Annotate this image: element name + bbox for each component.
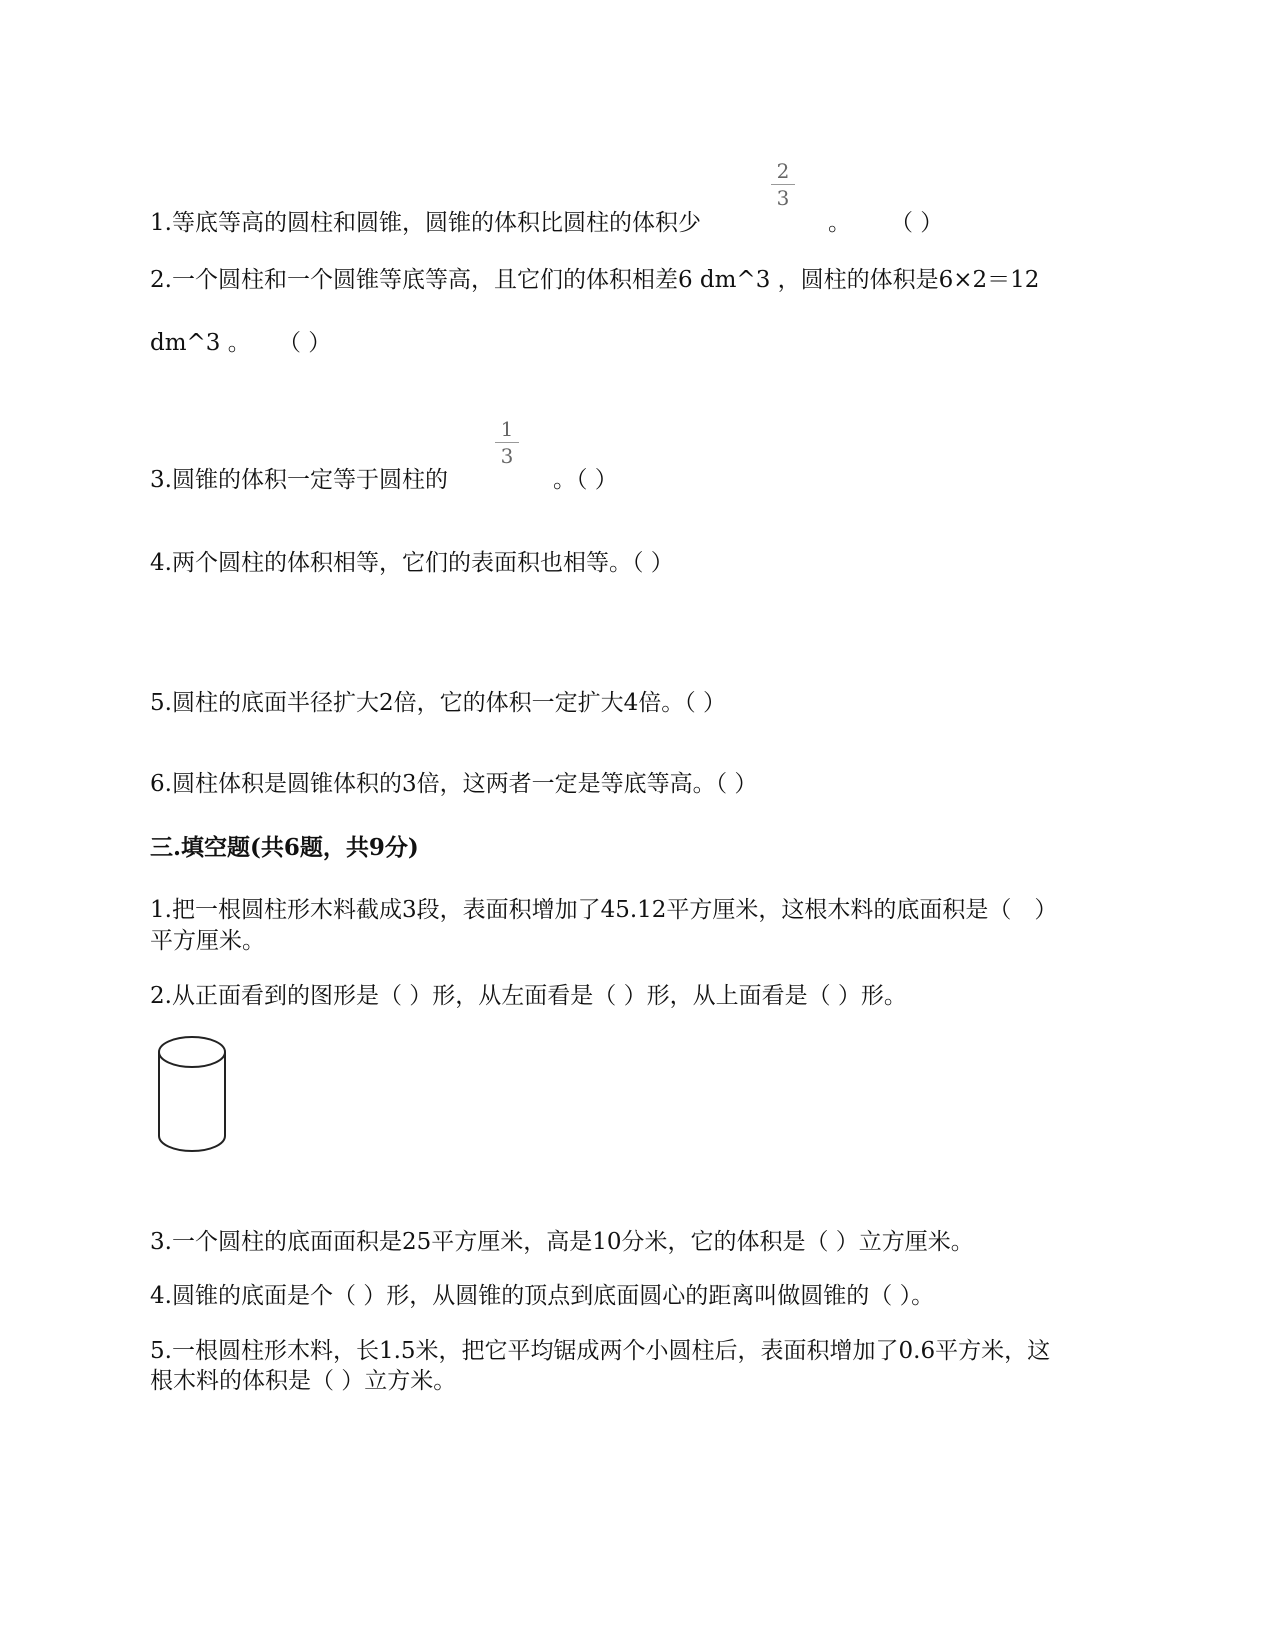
fraction-denominator: 3 bbox=[776, 186, 790, 210]
fill-q5-line2: 根木料的体积是（ ）立方米。 bbox=[150, 1368, 457, 1394]
fill-q5-line1: 5.一根圆柱形木料，长1.5米，把它平均锯成两个小圆柱后，表面积增加了0.6平方米，这 bbox=[150, 1338, 1051, 1364]
fraction-bar bbox=[495, 442, 519, 443]
fill-q1-line1: 1.把一根圆柱形木料截成3段，表面积增加了45.12平方厘米，这根木料的底面积是（ ） bbox=[150, 897, 1058, 923]
judge-q3-tail: 。（ ） bbox=[553, 467, 618, 493]
fraction-bar bbox=[771, 184, 795, 185]
cylinder-figure bbox=[150, 1030, 240, 1160]
fill-q4: 4.圆锥的底面是个（ ）形，从圆锥的顶点到底面圆心的距离叫做圆锥的（ ）。 bbox=[150, 1283, 935, 1309]
judge-q3-text: 3.圆锥的体积一定等于圆柱的 bbox=[150, 467, 448, 493]
judge-q1 bbox=[150, 208, 701, 238]
judge-q4: 4.两个圆柱的体积相等，它们的表面积也相等。（ ） bbox=[150, 550, 674, 576]
fill-q1-line2: 平方厘米。 bbox=[150, 928, 265, 954]
judge-q2-line2: dm^3 。 bbox=[150, 330, 251, 356]
fill-q3: 3.一个圆柱的底面面积是25平方厘米，高是10分米，它的体积是（ ）立方厘米。 bbox=[150, 1229, 974, 1255]
fill-q2: 2.从正面看到的图形是（ ）形，从左面看是（ ）形，从上面看是（ ）形。 bbox=[150, 983, 907, 1009]
section-heading: 三.填空题(共6题，共9分) bbox=[150, 834, 419, 861]
judge-q1-tail: 。 bbox=[828, 210, 851, 236]
judge-q2-paren: （ ） bbox=[278, 330, 332, 356]
judge-q2-line1: 2.一个圆柱和一个圆锥等底等高，且它们的体积相差6 dm^3 ，圆柱的体积是6×2＝12 bbox=[150, 267, 1040, 293]
fraction-one-third bbox=[495, 418, 519, 467]
judge-q1-text: 1.等底等高的圆柱和圆锥，圆锥的体积比圆柱的体积少 bbox=[150, 210, 701, 236]
fraction-denominator: 3 bbox=[500, 444, 514, 468]
fraction-two-thirds bbox=[771, 160, 795, 209]
judge-q5: 5.圆柱的底面半径扩大2倍，它的体积一定扩大4倍。（ ） bbox=[150, 690, 727, 716]
judge-q6: 6.圆柱体积是圆锥体积的3倍，这两者一定是等底等高。（ ） bbox=[150, 771, 758, 797]
judge-q1-paren: （ ） bbox=[890, 210, 944, 236]
fraction-numerator: 1 bbox=[500, 417, 514, 441]
fraction-numerator: 2 bbox=[776, 159, 790, 183]
